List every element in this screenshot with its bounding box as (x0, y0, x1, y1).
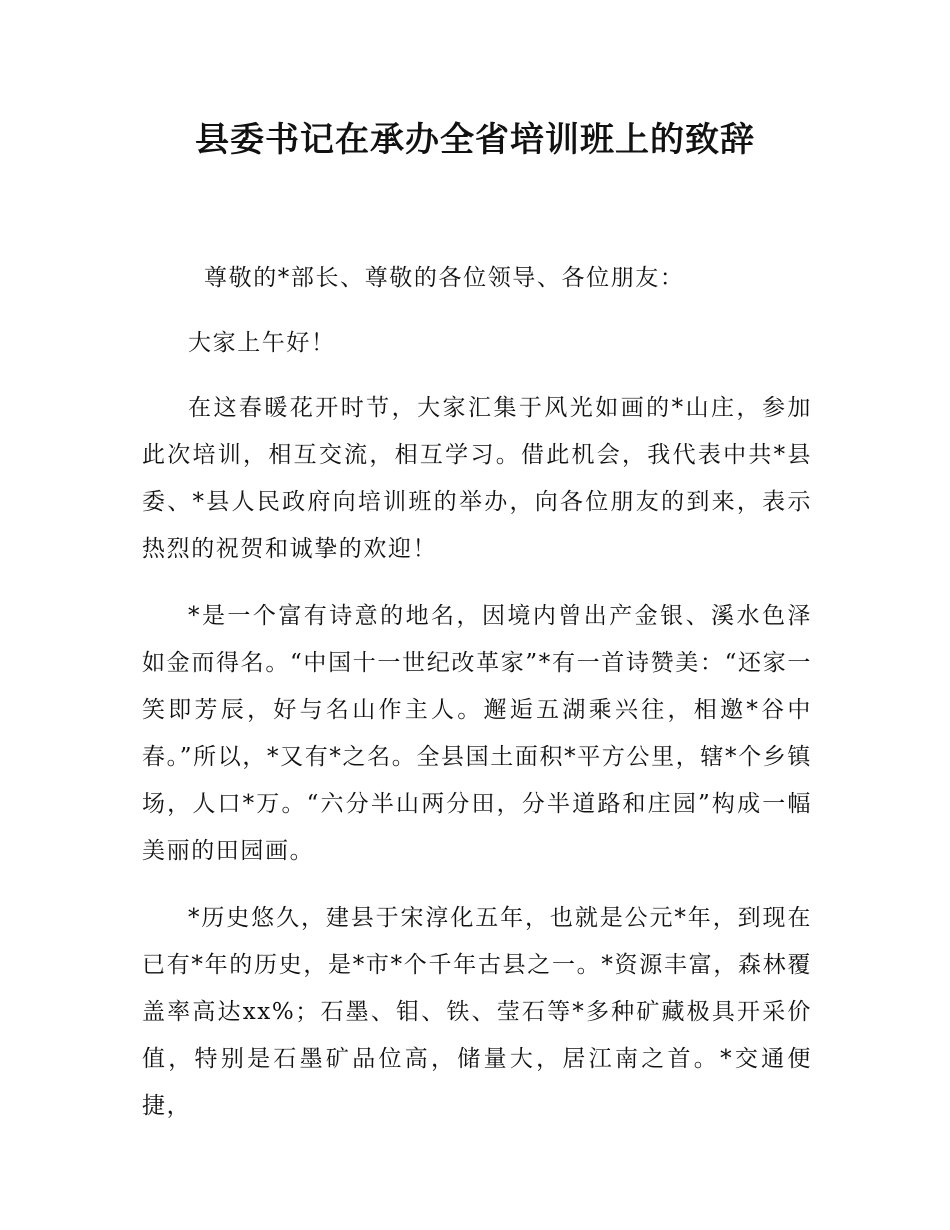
document-body (142, 255, 812, 1130)
salutation: 尊敬的*部长、尊敬的各位领导、各位朋友： (204, 265, 685, 291)
paragraph-history: *历史悠久，建县于宋淳化五年，也就是公元*年，到现在已有*年的历史，是*市*个千年古县之一。*资源丰富，森林覆盖率高达xx%；石墨、钼、铁、莹石等*多种矿藏极具开采价值，特别是石墨矿品位高，储量大，居江南之首。*交通便捷， (142, 905, 812, 1119)
paragraph-place-name: *是一个富有诗意的地名，因境内曾出产金银、溪水色泽如金而得名。“中国十一世纪改革家”*有一首诗赞美：“还家一笑即芳辰，好与名山作主人。邂逅五湖乘兴往，相邀*谷中春。”所以，*又有*之名。全县国土面积*平方公里，辖*个乡镇场，人口*万。“六分半山两分田，分半道路和庄园”构成一幅美丽的田园画。 (142, 603, 812, 864)
paragraph-welcome: 在这春暖花开时节，大家汇集于风光如画的*山庄，参加此次培训，相互交流，相互学习。借此机会，我代表中共*县委、*县人民政府向培训班的举办，向各位朋友的到来，表示热烈的祝贺和诚挚的欢迎！ (142, 395, 812, 562)
paragraph-greeting: 大家上午好！ (188, 330, 336, 356)
document-title: 县委书记在承办全省培训班上的致辞 (195, 120, 755, 160)
